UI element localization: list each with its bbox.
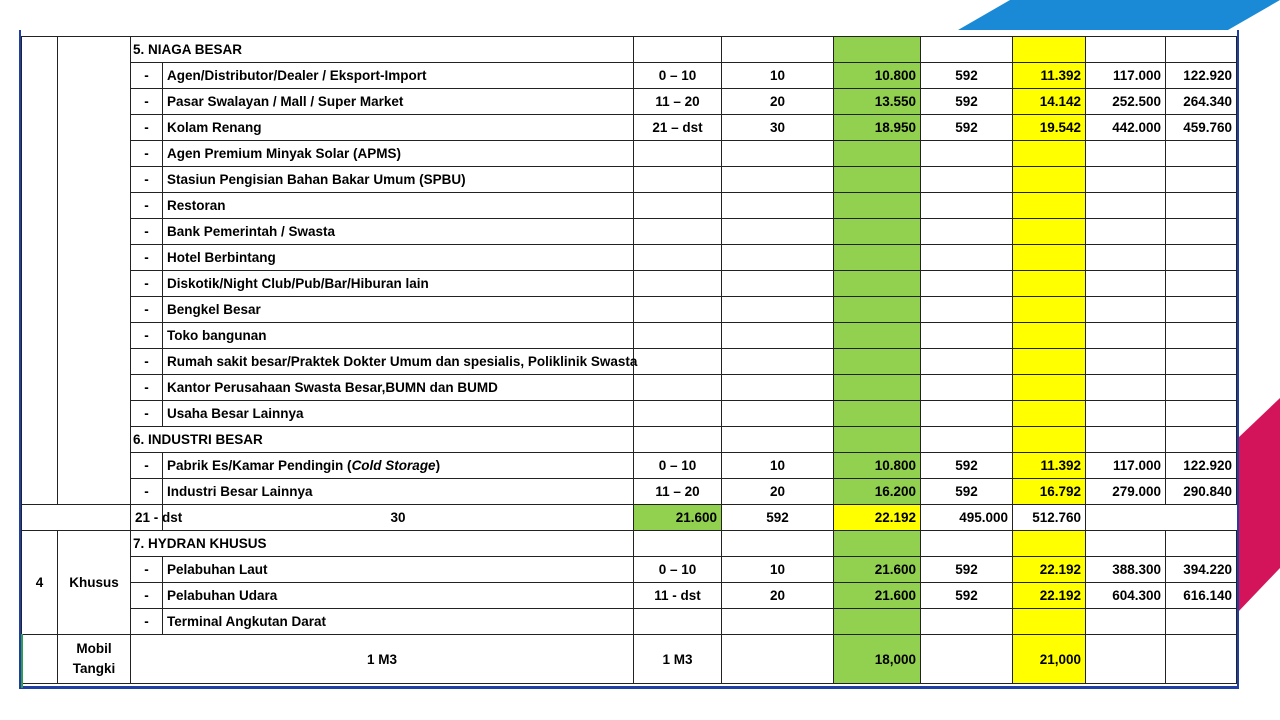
total-tariff-cell	[1013, 219, 1086, 245]
range-cell: 0 – 10	[634, 63, 722, 89]
amount-cell	[1086, 635, 1166, 684]
amount-total-cell	[1166, 349, 1237, 375]
tax-cell: 592	[921, 89, 1013, 115]
table-row	[22, 89, 1237, 115]
amount-cell	[1086, 375, 1166, 401]
volume-cell: 10	[722, 557, 834, 583]
table-row	[22, 193, 1237, 219]
row-label-text: Diskotik/Night Club/Pub/Bar/Hiburan lain	[167, 276, 429, 291]
table-row	[22, 453, 1237, 479]
bullet-dash: -	[131, 89, 163, 115]
section-header-row	[22, 37, 1237, 63]
table-row	[22, 557, 1237, 583]
range-cell: 21 - dst	[131, 505, 163, 531]
tax-cell	[921, 193, 1013, 219]
table-body	[22, 37, 1237, 684]
total-tariff-cell: 16.792	[1013, 479, 1086, 505]
amount-cell	[1086, 193, 1166, 219]
amount-total-cell	[1166, 193, 1237, 219]
range-cell	[634, 323, 722, 349]
table-row	[22, 401, 1237, 427]
row-label	[163, 89, 634, 115]
tax-cell: 592	[921, 453, 1013, 479]
volume-cell: 30	[722, 115, 834, 141]
decorative-blue-band	[958, 0, 1280, 30]
tax-cell: 592	[921, 583, 1013, 609]
amount-total-cell: 122.920	[1166, 453, 1237, 479]
tax-cell	[921, 245, 1013, 271]
amount-cell	[1086, 323, 1166, 349]
tariff-cell	[834, 401, 921, 427]
mobil-tangki-row	[22, 635, 1237, 684]
row-label	[163, 557, 634, 583]
range-cell: 21 – dst	[634, 115, 722, 141]
range-cell: 0 – 10	[634, 453, 722, 479]
row-label-text: Pabrik Es/Kamar Pendingin (	[167, 458, 352, 473]
total-tariff-cell: 19.542	[1013, 115, 1086, 141]
amount-cell	[1086, 349, 1166, 375]
tax-cell	[921, 531, 1013, 557]
volume-cell	[722, 609, 834, 635]
bullet-dash: -	[131, 63, 163, 89]
table-row	[22, 583, 1237, 609]
row-label	[163, 141, 634, 167]
row-label-text: Rumah sakit besar/Praktek Dokter Umum dan spesialis, Poliklinik Swasta	[167, 354, 638, 369]
row-label-text: Agen/Distributor/Dealer / Eksport-Import	[167, 68, 427, 83]
amount-total-cell	[1166, 141, 1237, 167]
amount-total-cell: 616.140	[1166, 583, 1237, 609]
amount-total-cell: 512.760	[1013, 505, 1086, 531]
tariff-cell	[834, 349, 921, 375]
row-label-text: Pelabuhan Laut	[167, 562, 268, 577]
tariff-cell	[834, 427, 921, 453]
group-line-2: Tangki	[72, 661, 116, 676]
bullet-dash: -	[131, 141, 163, 167]
row-label-text: Restoran	[167, 198, 226, 213]
bullet-dash: -	[131, 297, 163, 323]
bullet-dash: -	[131, 323, 163, 349]
table-row	[22, 375, 1237, 401]
row-label	[163, 63, 634, 89]
tariff-cell: 16.200	[834, 479, 921, 505]
amount-total-cell: 264.340	[1166, 89, 1237, 115]
row-label-text: Usaha Besar Lainnya	[167, 406, 304, 421]
mobil-description: 1 M3	[131, 635, 634, 684]
table-row	[22, 219, 1237, 245]
decorative-green-line	[21, 634, 23, 688]
tariff-cell	[834, 375, 921, 401]
bullet-dash: -	[131, 349, 163, 375]
amount-total-cell: 290.840	[1166, 479, 1237, 505]
amount-cell	[1086, 245, 1166, 271]
volume-cell: 10	[722, 63, 834, 89]
tax-cell	[921, 609, 1013, 635]
tariff-cell: 18,000	[834, 635, 921, 684]
row-label-text: Pelabuhan Udara	[167, 588, 278, 603]
table-row	[22, 245, 1237, 271]
tax-cell	[921, 37, 1013, 63]
tariff-cell	[834, 219, 921, 245]
section-title: 5. NIAGA BESAR	[131, 37, 634, 63]
bullet-dash: -	[131, 401, 163, 427]
tariff-cell	[834, 141, 921, 167]
bullet-dash: -	[131, 219, 163, 245]
tariff-cell	[834, 245, 921, 271]
tax-cell	[921, 219, 1013, 245]
tax-cell	[921, 167, 1013, 193]
volume-cell	[722, 323, 834, 349]
amount-total-cell	[1166, 245, 1237, 271]
amount-cell	[1086, 609, 1166, 635]
amount-total-cell	[1166, 531, 1237, 557]
range-cell	[634, 37, 722, 63]
tax-cell	[921, 401, 1013, 427]
section-header-row	[22, 531, 1237, 557]
total-tariff-cell	[1013, 349, 1086, 375]
tariff-table	[21, 36, 1237, 684]
row-label	[163, 245, 634, 271]
group-line-1: Mobil	[76, 641, 112, 656]
row-number-cell	[22, 635, 58, 684]
table-row	[22, 115, 1237, 141]
amount-total-cell	[1166, 427, 1237, 453]
tariff-cell	[834, 323, 921, 349]
bullet-dash: -	[131, 479, 163, 505]
group-cell	[58, 635, 131, 684]
total-tariff-cell	[1013, 427, 1086, 453]
total-tariff-cell	[1013, 193, 1086, 219]
tariff-cell	[834, 37, 921, 63]
amount-cell	[1086, 271, 1166, 297]
total-tariff-cell	[1013, 323, 1086, 349]
volume-cell	[722, 531, 834, 557]
amount-cell: 388.300	[1086, 557, 1166, 583]
row-label-text: Bengkel Besar	[167, 302, 261, 317]
amount-cell: 495.000	[921, 505, 1013, 531]
amount-cell	[1086, 401, 1166, 427]
amount-cell: 117.000	[1086, 453, 1166, 479]
row-label	[163, 583, 634, 609]
tax-cell: 592	[921, 479, 1013, 505]
volume-cell	[722, 141, 834, 167]
tariff-cell: 18.950	[834, 115, 921, 141]
volume-cell	[722, 635, 834, 684]
table-row	[22, 167, 1237, 193]
tariff-cell	[834, 167, 921, 193]
row-label	[163, 219, 634, 245]
volume-cell: 20	[722, 479, 834, 505]
tariff-cell: 10.800	[834, 63, 921, 89]
volume-cell	[722, 167, 834, 193]
row-label-text: Agen Premium Minyak Solar (APMS)	[167, 146, 402, 161]
tax-cell	[921, 297, 1013, 323]
table-row	[22, 323, 1237, 349]
row-label	[163, 167, 634, 193]
volume-cell	[722, 193, 834, 219]
volume-cell: 20	[722, 583, 834, 609]
total-tariff-cell	[1013, 297, 1086, 323]
range-cell	[634, 375, 722, 401]
tax-cell: 592	[921, 557, 1013, 583]
row-label-text: Kolam Renang	[167, 120, 262, 135]
group-cell	[58, 37, 131, 505]
tariff-cell: 10.800	[834, 453, 921, 479]
total-tariff-cell: 21,000	[1013, 635, 1086, 684]
tariff-cell: 21.600	[834, 583, 921, 609]
row-label-text: Kantor Perusahaan Swasta Besar,BUMN dan BUMD	[167, 380, 498, 395]
bullet-dash: -	[131, 375, 163, 401]
volume-cell	[722, 37, 834, 63]
row-label	[22, 505, 131, 531]
row-label	[163, 115, 634, 141]
table-row	[22, 609, 1237, 635]
range-cell: 11 - dst	[634, 583, 722, 609]
row-label-text: Industri Besar Lainnya	[167, 484, 313, 499]
row-label-text: Stasiun Pengisian Bahan Bakar Umum (SPBU)	[167, 172, 466, 187]
amount-cell	[1086, 427, 1166, 453]
volume-cell: 20	[722, 89, 834, 115]
range-cell	[634, 401, 722, 427]
tariff-cell	[834, 531, 921, 557]
range-cell	[634, 193, 722, 219]
amount-cell: 442.000	[1086, 115, 1166, 141]
range-cell: 11 – 20	[634, 479, 722, 505]
amount-cell	[1086, 219, 1166, 245]
total-tariff-cell	[1013, 609, 1086, 635]
range-cell: 11 – 20	[634, 89, 722, 115]
amount-total-cell	[1166, 167, 1237, 193]
tariff-cell: 13.550	[834, 89, 921, 115]
tax-cell: 592	[921, 63, 1013, 89]
row-label	[163, 453, 634, 479]
volume-cell	[722, 219, 834, 245]
tax-cell	[921, 271, 1013, 297]
row-label-end: )	[435, 458, 441, 473]
table-row	[22, 297, 1237, 323]
amount-total-cell	[1166, 37, 1237, 63]
bullet-dash: -	[131, 453, 163, 479]
unit-cell: 1 M3	[634, 635, 722, 684]
volume-cell: 30	[163, 505, 634, 531]
total-tariff-cell	[1013, 401, 1086, 427]
amount-total-cell: 122.920	[1166, 63, 1237, 89]
volume-cell	[722, 427, 834, 453]
volume-cell	[722, 375, 834, 401]
amount-cell	[1086, 167, 1166, 193]
amount-cell: 279.000	[1086, 479, 1166, 505]
tariff-cell	[834, 193, 921, 219]
row-number-cell: 4	[22, 531, 58, 635]
range-cell	[634, 245, 722, 271]
tariff-cell: 21.600	[834, 557, 921, 583]
bullet-dash: -	[131, 583, 163, 609]
row-label	[163, 193, 634, 219]
row-label-text: Toko bangunan	[167, 328, 267, 343]
row-label	[163, 375, 634, 401]
bullet-dash: -	[131, 115, 163, 141]
range-cell: 0 – 10	[634, 557, 722, 583]
amount-total-cell	[1166, 323, 1237, 349]
row-label	[163, 271, 634, 297]
table-row	[22, 271, 1237, 297]
range-cell	[634, 271, 722, 297]
section-header-row	[22, 427, 1237, 453]
tax-cell	[921, 427, 1013, 453]
tariff-cell	[834, 271, 921, 297]
total-tariff-cell	[1013, 531, 1086, 557]
tax-cell: 592	[921, 115, 1013, 141]
tax-cell	[921, 375, 1013, 401]
range-cell	[634, 609, 722, 635]
total-tariff-cell	[1013, 37, 1086, 63]
amount-total-cell	[1166, 375, 1237, 401]
amount-cell: 117.000	[1086, 63, 1166, 89]
amount-total-cell	[1166, 609, 1237, 635]
amount-total-cell	[1166, 401, 1237, 427]
range-cell	[634, 141, 722, 167]
total-tariff-cell	[1013, 375, 1086, 401]
row-label	[163, 401, 634, 427]
total-tariff-cell	[1013, 141, 1086, 167]
total-tariff-cell: 22.192	[1013, 557, 1086, 583]
total-tariff-cell: 11.392	[1013, 453, 1086, 479]
tariff-cell	[834, 297, 921, 323]
amount-total-cell	[1166, 635, 1237, 684]
tax-cell	[921, 323, 1013, 349]
row-label	[163, 297, 634, 323]
volume-cell	[722, 297, 834, 323]
amount-cell	[1086, 297, 1166, 323]
row-label	[163, 609, 634, 635]
section-title: 7. HYDRAN KHUSUS	[131, 531, 634, 557]
bullet-dash: -	[131, 271, 163, 297]
volume-cell	[722, 401, 834, 427]
row-label-text: Hotel Berbintang	[167, 250, 276, 265]
row-label-text: Pasar Swalayan / Mall / Super Market	[167, 94, 404, 109]
range-cell	[634, 297, 722, 323]
row-label	[163, 323, 634, 349]
tariff-cell	[834, 609, 921, 635]
range-cell	[634, 219, 722, 245]
total-tariff-cell: 11.392	[1013, 63, 1086, 89]
amount-cell	[1086, 37, 1166, 63]
section-title: 6. INDUSTRI BESAR	[131, 427, 634, 453]
tax-cell	[921, 141, 1013, 167]
tax-cell	[921, 349, 1013, 375]
amount-total-cell: 459.760	[1166, 115, 1237, 141]
total-tariff-cell	[1013, 271, 1086, 297]
bullet-dash: -	[131, 557, 163, 583]
range-cell	[634, 427, 722, 453]
amount-cell	[1086, 531, 1166, 557]
amount-total-cell	[1166, 219, 1237, 245]
amount-cell: 252.500	[1086, 89, 1166, 115]
row-label-italic: Cold Storage	[351, 458, 436, 473]
tax-cell: 592	[722, 505, 834, 531]
amount-cell: 604.300	[1086, 583, 1166, 609]
total-tariff-cell: 22.192	[834, 505, 921, 531]
range-cell	[634, 349, 722, 375]
tariff-cell: 21.600	[634, 505, 722, 531]
row-label	[163, 479, 634, 505]
bullet-dash: -	[131, 245, 163, 271]
tax-cell	[921, 635, 1013, 684]
row-number-cell	[22, 37, 58, 505]
volume-cell: 10	[722, 453, 834, 479]
row-label-text: Bank Pemerintah / Swasta	[167, 224, 336, 239]
range-cell	[634, 531, 722, 557]
table-row	[22, 349, 1237, 375]
volume-cell	[722, 349, 834, 375]
table-row	[22, 63, 1237, 89]
row-label-text: Terminal Angkutan Darat	[167, 614, 327, 629]
table-row	[22, 141, 1237, 167]
total-tariff-cell: 14.142	[1013, 89, 1086, 115]
volume-cell	[722, 271, 834, 297]
amount-cell	[1086, 141, 1166, 167]
total-tariff-cell	[1013, 167, 1086, 193]
bullet-dash: -	[131, 167, 163, 193]
total-tariff-cell: 22.192	[1013, 583, 1086, 609]
bullet-dash: -	[131, 609, 163, 635]
amount-total-cell	[1166, 297, 1237, 323]
row-label	[163, 349, 638, 375]
table-row	[22, 505, 1237, 531]
table-row	[22, 479, 1237, 505]
amount-total-cell: 394.220	[1166, 557, 1237, 583]
bullet-dash: -	[131, 193, 163, 219]
total-tariff-cell	[1013, 245, 1086, 271]
group-cell: Khusus	[58, 531, 131, 635]
volume-cell	[722, 245, 834, 271]
amount-total-cell	[1166, 271, 1237, 297]
range-cell	[634, 167, 722, 193]
decorative-pink-band	[1238, 398, 1280, 612]
